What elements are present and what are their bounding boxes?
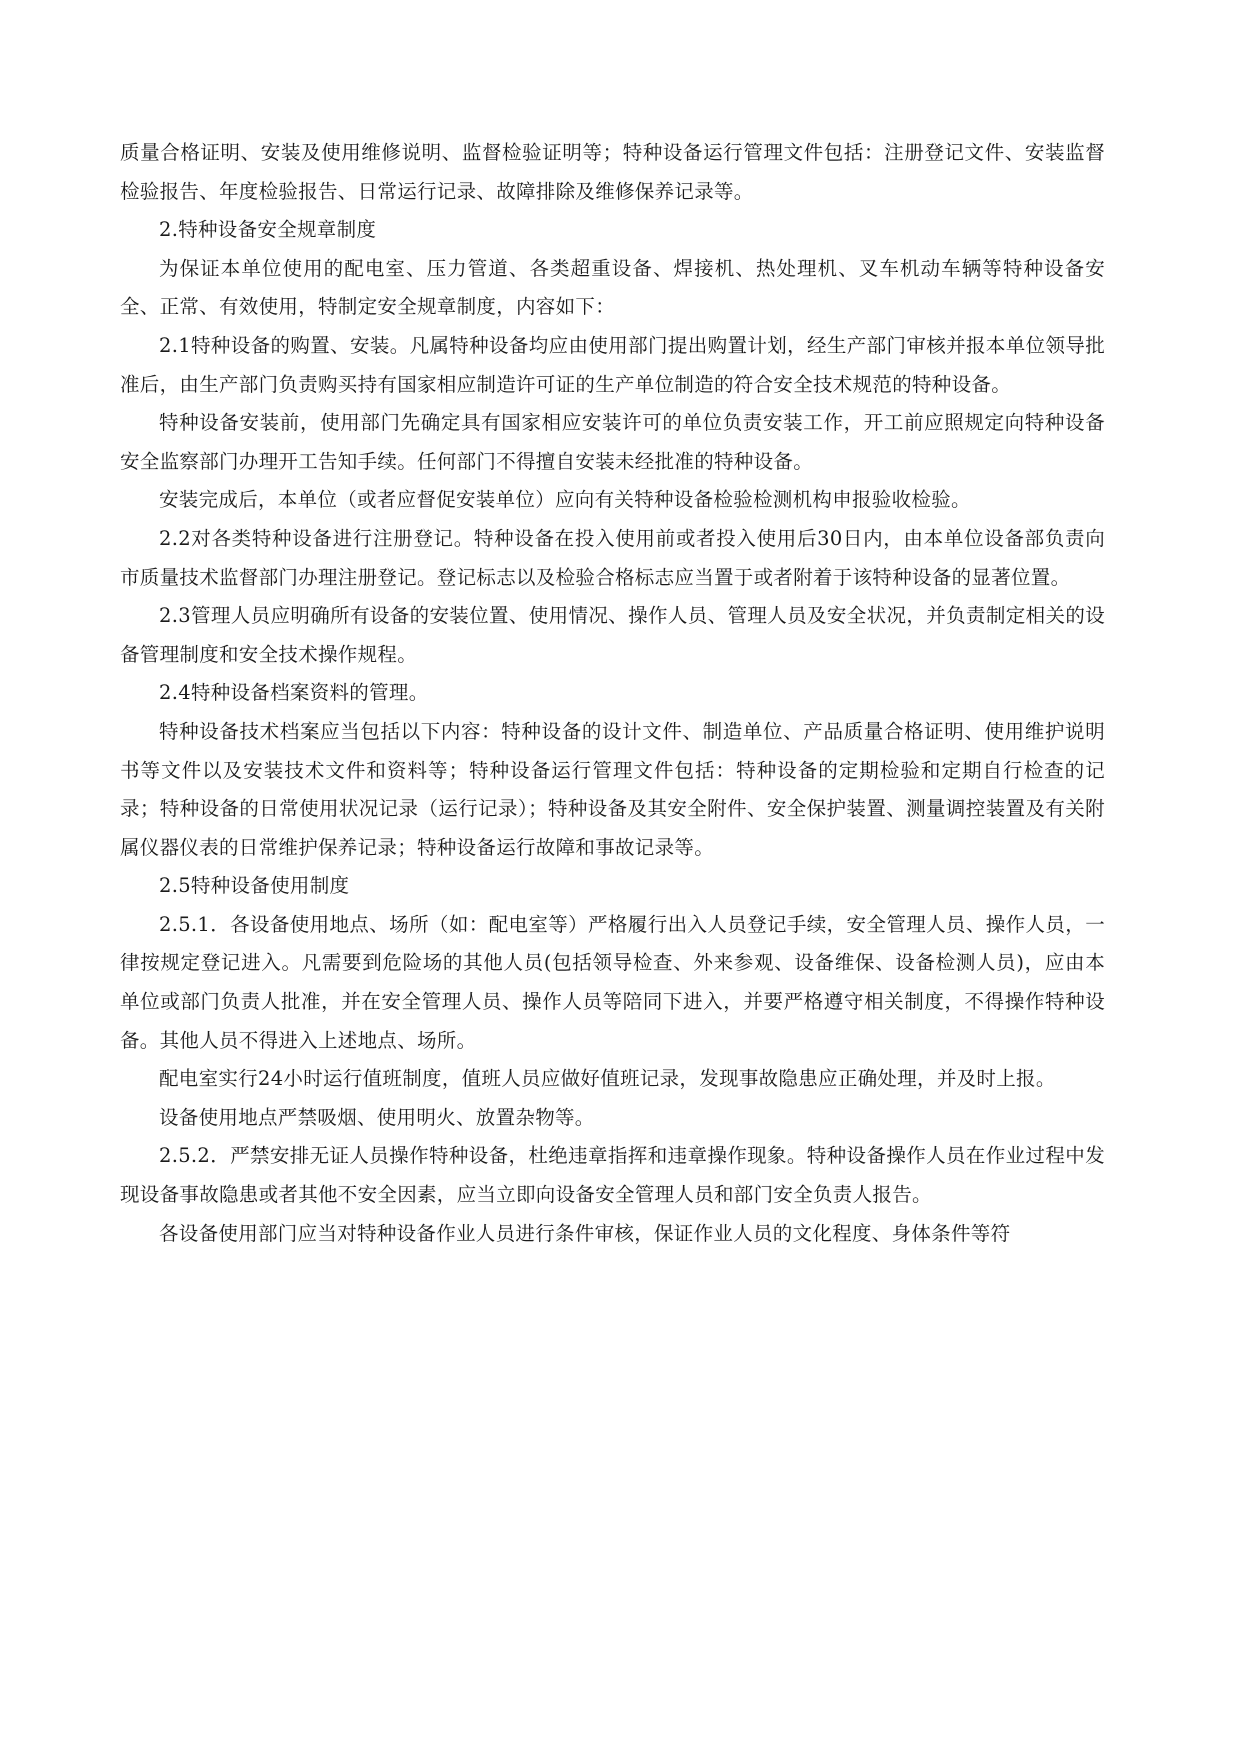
- paragraph-2-4: 2.4特种设备档案资料的管理。: [159, 681, 429, 705]
- paragraph-2-5-2: 2.5.2．严禁安排无证人员操作特种设备，杜绝违章指挥和违章操作现象。特种设备操作人员在作业过程中发现设备事故隐患或者其他不安全因素，应当立即向设备安全管理人员和部门安全负责人报告。: [120, 1144, 1105, 1207]
- paragraph-duty: 配电室实行24小时运行值班制度，值班人员应做好值班记录，发现事故隐患应正确处理，并及时上报。: [159, 1067, 1056, 1091]
- paragraph-review: 各设备使用部门应当对特种设备作业人员进行条件审核，保证作业人员的文化程度、身体条件等符: [159, 1221, 1011, 1245]
- section-heading-2: 2.特种设备安全规章制度: [159, 218, 377, 242]
- paragraph-2-2: 2.2对各类特种设备进行注册登记。特种设备在投入使用前或者投入使用后30日内，由本单位设备部负责向市质量技术监督部门办理注册登记。登记标志以及检验合格标志应当置于或者附着于该特种设备的显著位置。: [120, 526, 1105, 589]
- paragraph-continuation: 质量合格证明、安装及使用维修说明、监督检验证明等；特种设备运行管理文件包括：注册登记文件、安装监督检验报告、年度检验报告、日常运行记录、故障排除及维修保养记录等。: [120, 141, 1105, 203]
- paragraph-2-5-1: 2.5.1．各设备使用地点、场所（如：配电室等）严格履行出入人员登记手续，安全管理人员、操作人员，一律按规定登记进入。凡需要到危险场的其他人员(包括领导检查、外来参观、设备维保、设备检测人员)，应由本单位或部门负责人批准，并在安全管理人员、操作人员等陪同下进入，并要严格遵守相关制度，不得操作特种设备。其他人员不得进入上述地点、场所。: [120, 912, 1105, 1052]
- paragraph-2-5: 2.5特种设备使用制度: [159, 874, 350, 898]
- paragraph-no-smoking: 设备使用地点严禁吸烟、使用明火、放置杂物等。: [159, 1105, 595, 1129]
- paragraph-archives: 特种设备技术档案应当包括以下内容：特种设备的设计文件、制造单位、产品质量合格证明、使用维护说明书等文件以及安装技术文件和资料等；特种设备运行管理文件包括：特种设备的定期检验和定期自行检查的记录；特种设备的日常使用状况记录（运行记录）；特种设备及其安全附件、安全保护装置、测量调控装置及有关附属仪器仪表的日常维护保养记录；特种设备运行故障和事故记录等。: [120, 719, 1105, 859]
- paragraph-acceptance: 安装完成后，本单位（或者应督促安装单位）应向有关特种设备检验检测机构申报验收检验。: [159, 488, 971, 512]
- document-body: [120, 134, 1105, 1253]
- paragraph-installation: 特种设备安装前，使用部门先确定具有国家相应安装许可的单位负责安装工作，开工前应照规定向特种设备安全监察部门办理开工告知手续。任何部门不得擅自安装未经批准的特种设备。: [120, 411, 1105, 473]
- paragraph-2-1: 2.1特种设备的购置、安装。凡属特种设备均应由使用部门提出购置计划，经生产部门审核并报本单位领导批准后，由生产部门负责购买持有国家相应制造许可证的生产单位制造的符合安全技术规范的特种设备。: [120, 333, 1105, 396]
- paragraph-2-3: 2.3管理人员应明确所有设备的安装位置、使用情况、操作人员、管理人员及安全状况，并负责制定相关的设备管理制度和安全技术操作规程。: [120, 604, 1105, 666]
- paragraph-intro: 为保证本单位使用的配电室、压力管道、各类超重设备、焊接机、热处理机、叉车机动车辆等特种设备安全、正常、有效使用，特制定安全规章制度，内容如下：: [120, 256, 1105, 319]
